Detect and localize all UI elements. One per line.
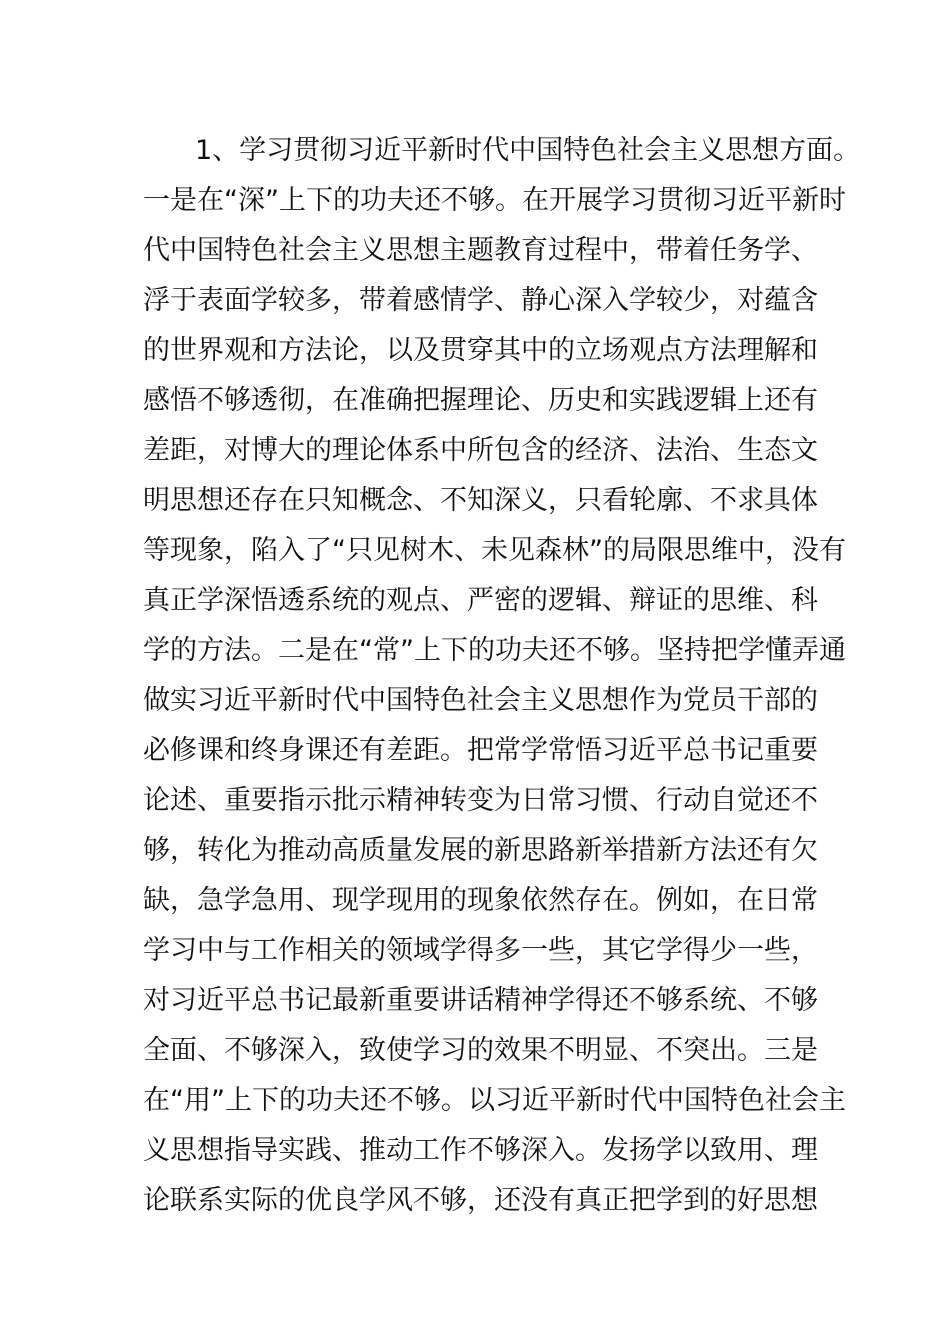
text-line: 等现象，陷入了“只见树木、未见森林”的局限思维中，没有 — [143, 535, 846, 566]
text-line: 的世界观和方法论，以及贯穿其中的立场观点方法理解和 — [143, 335, 818, 366]
text-line: 1、学习贯彻习近平新时代中国特色社会主义思想方面。 — [195, 135, 861, 166]
text-line: 必修课和终身课还有差距。把常学常悟习近平总书记重要 — [143, 735, 818, 766]
text-line: 明思想还存在只知概念、不知深义，只看轮廓、不求具体 — [143, 485, 818, 516]
text-line: 缺，急学急用、现学现用的现象依然存在。例如，在日常 — [143, 885, 818, 916]
text-line: 对习近平总书记最新重要讲话精神学得还不够系统、不够 — [143, 985, 818, 1016]
text-line: 学的方法。二是在“常”上下的功夫还不够。坚持把学懂弄通 — [143, 635, 846, 666]
text-line: 学习中与工作相关的领域学得多一些，其它学得少一些， — [143, 935, 818, 966]
text-line: 差距，对博大的理论体系中所包含的经济、法治、生态文 — [143, 435, 818, 466]
text-line: 论联系实际的优良学风不够，还没有真正把学到的好思想 — [143, 1185, 818, 1216]
text-line: 代中国特色社会主义思想主题教育过程中，带着任务学、 — [143, 235, 818, 266]
text-line: 在“用”上下的功夫还不够。以习近平新时代中国特色社会主 — [143, 1085, 846, 1116]
text-line: 论述、重要指示批示精神转变为日常习惯、行动自觉还不 — [143, 785, 818, 816]
text-line: 浮于表面学较多，带着感情学、静心深入学较少，对蕴含 — [143, 285, 818, 316]
text-line: 够，转化为推动高质量发展的新思路新举措新方法还有欠 — [143, 835, 818, 866]
body-paragraph — [143, 126, 861, 1226]
text-line: 做实习近平新时代中国特色社会主义思想作为党员干部的 — [143, 685, 818, 716]
text-line: 真正学深悟透系统的观点、严密的逻辑、辩证的思维、科 — [143, 585, 818, 616]
text-line: 全面、不够深入，致使学习的效果不明显、不突出。三是 — [143, 1035, 818, 1066]
text-line: 义思想指导实践、推动工作不够深入。发扬学以致用、理 — [143, 1135, 818, 1166]
text-line: 感悟不够透彻，在准确把握理论、历史和实践逻辑上还有 — [143, 385, 818, 416]
text-line: 一是在“深”上下的功夫还不够。在开展学习贯彻习近平新时 — [143, 185, 846, 216]
